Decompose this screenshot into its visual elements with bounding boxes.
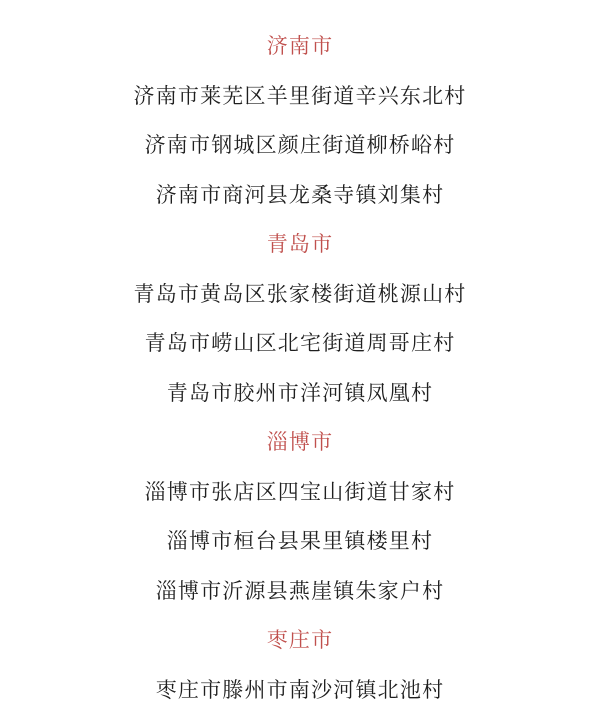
section-heading-jinan: 济南市 (266, 34, 334, 58)
list-item: 淄博市桓台县果里镇楼里村 (166, 529, 434, 553)
section-heading-qingdao: 青岛市 (266, 232, 334, 256)
list-item: 枣庄市滕州市南沙河镇北池村 (155, 677, 445, 702)
list-item: 青岛市黄岛区张家楼街道桃源山村 (133, 281, 467, 306)
list-item: 济南市商河县龙桑寺镇刘集村 (155, 182, 445, 207)
list-item: 青岛市崂山区北宅街道周哥庄村 (144, 331, 456, 355)
village-list (0, 22, 600, 715)
section-heading-zibo: 淄博市 (266, 430, 334, 454)
list-item: 淄博市沂源县燕崖镇朱家户村 (155, 578, 445, 603)
list-item: 青岛市胶州市洋河镇凤凰村 (166, 380, 434, 405)
section-heading-zaozhuang: 枣庄市 (266, 628, 334, 652)
list-item: 济南市钢城区颜庄街道柳桥峪村 (144, 133, 456, 157)
list-item: 济南市莱芜区羊里街道辛兴东北村 (133, 83, 467, 108)
list-item: 淄博市张店区四宝山街道甘家村 (144, 479, 456, 504)
